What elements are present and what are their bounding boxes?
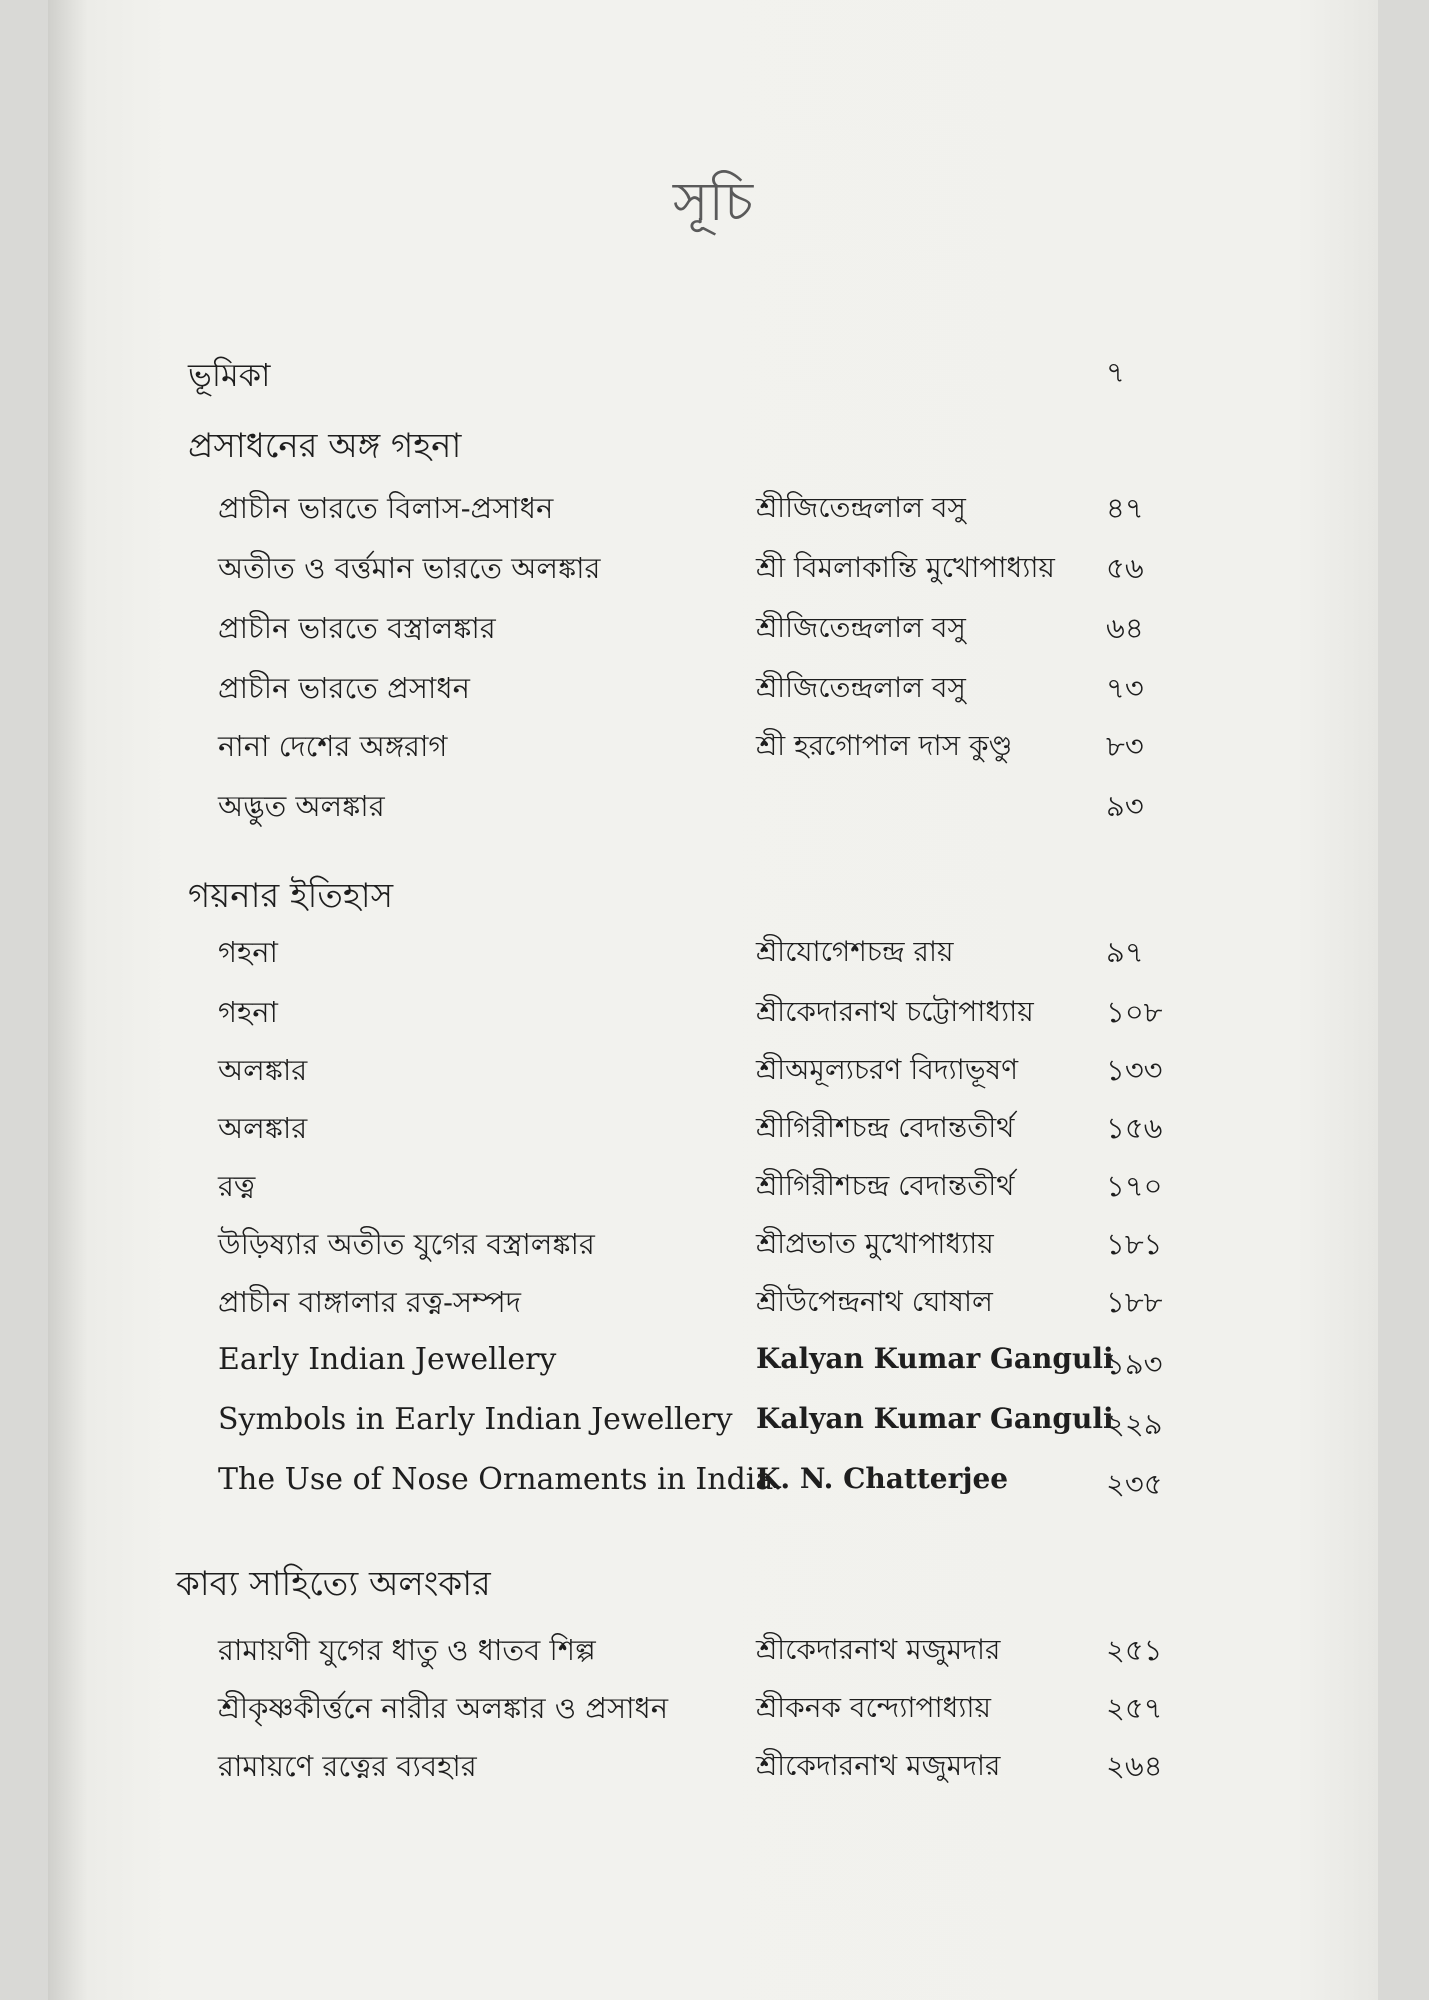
entry-page: ৫৬ [1106, 551, 1144, 585]
entry-title: অলঙ্কার [218, 1111, 308, 1145]
entry-author: শ্রীপ্রভাত মুখোপাধ্যায় [756, 1227, 994, 1260]
toc-entry [48, 1106, 1378, 1158]
entry-author: শ্রীউপেন্দ্রনাথ ঘোষাল [756, 1285, 993, 1318]
entry-page: ২৩৫ [1106, 1467, 1163, 1501]
entry-author: শ্রী বিমলাকান্তি মুখোপাধ্যায় [756, 551, 1055, 584]
toc-entry [48, 1744, 1378, 1796]
entry-title: রত্ন [218, 1169, 256, 1203]
entry-title: ভূমিকা [188, 356, 271, 394]
entry-title: The Use of Nose Ornaments in India. [218, 1462, 783, 1497]
entry-page: ১৭০ [1106, 1169, 1163, 1203]
toc-entry-preface [48, 350, 1378, 402]
entry-page: ১০৮ [1106, 995, 1163, 1029]
toc-entry [48, 930, 1378, 982]
entry-author: শ্রীগিরীশচন্দ্র বেদান্ততীর্থ [756, 1169, 1015, 1202]
page-title: সূচি [672, 170, 754, 233]
entry-author: শ্রীজিতেন্দ্রলাল বসু [756, 611, 966, 644]
toc-entry [48, 990, 1378, 1042]
entry-title: প্রাচীন বাঙ্গালার রত্ন-সম্পদ [218, 1285, 521, 1319]
toc-entry [48, 1462, 1378, 1514]
entry-author: শ্রীযোগেশচন্দ্র রায় [756, 935, 954, 968]
toc-entry [48, 546, 1378, 598]
entry-page: ৭৩ [1106, 671, 1144, 705]
entry-page: ৯৭ [1106, 935, 1144, 969]
entry-author: শ্রীকনক বন্দ্যোপাধ্যায় [756, 1691, 992, 1724]
toc-entry [48, 486, 1378, 538]
entry-title: শ্রীকৃষ্ণকীর্ত্তনে নারীর অলঙ্কার ও প্রসাধন [218, 1691, 669, 1725]
toc-entry [48, 1280, 1378, 1332]
entry-page: ৭ [1106, 355, 1125, 389]
entry-page: ২৫১ [1106, 1633, 1163, 1667]
entry-author: শ্রীগিরীশচন্দ্র বেদান্ততীর্থ [756, 1111, 1015, 1144]
entry-title: গহনা [218, 935, 278, 969]
entry-page: ২২৯ [1106, 1407, 1163, 1441]
entry-title: প্রাচীন ভারতে বস্ত্রালঙ্কার [218, 611, 496, 645]
entry-author: শ্রী হরগোপাল দাস কুণ্ডু [756, 729, 1013, 762]
entry-page: ১৩৩ [1106, 1053, 1163, 1087]
entry-page: ৯৩ [1106, 789, 1144, 823]
entry-title: রামায়ণী যুগের ধাতু ও ধাতব শিল্প [218, 1633, 596, 1667]
entry-author: শ্রীকেদারনাথ মজুমদার [756, 1749, 1001, 1782]
entry-page: ৪৭ [1106, 491, 1144, 525]
entry-title: Symbols in Early Indian Jewellery [218, 1402, 733, 1437]
entry-page: ১৯৩ [1106, 1347, 1163, 1381]
entry-title: অলঙ্কার [218, 1053, 308, 1087]
toc-entry [48, 606, 1378, 658]
entry-author: Kalyan Kumar Ganguli [756, 1342, 1114, 1375]
entry-page: ৮৩ [1106, 729, 1144, 763]
toc-entry [48, 1686, 1378, 1738]
toc-entry [48, 1048, 1378, 1100]
entry-author: Kalyan Kumar Ganguli [756, 1402, 1114, 1435]
entry-title: উড়িষ্যার অতীত যুগের বস্ত্রালঙ্কার [218, 1227, 595, 1261]
entry-page: ২৬৪ [1106, 1749, 1163, 1783]
toc-entry [48, 784, 1378, 836]
toc-entry [48, 1628, 1378, 1680]
entry-title: রামায়ণে রত্নের ব্যবহার [218, 1749, 477, 1783]
entry-author: শ্রীঅমূল্যচরণ বিদ্যাভূষণ [756, 1053, 1019, 1086]
entry-page: ১৮৮ [1106, 1285, 1163, 1319]
section-heading: গয়নার ইতিহাস [188, 876, 394, 916]
entry-title: প্রাচীন ভারতে বিলাস-প্রসাধন [218, 491, 554, 525]
toc-entry [48, 1402, 1378, 1454]
entry-title: Early Indian Jewellery [218, 1342, 557, 1377]
entry-author: শ্রীকেদারনাথ মজুমদার [756, 1633, 1001, 1666]
entry-title: নানা দেশের অঙ্গরাগ [218, 729, 448, 763]
entry-author: শ্রীজিতেন্দ্রলাল বসু [756, 671, 966, 704]
toc-entry [48, 1164, 1378, 1216]
toc-entry [48, 666, 1378, 718]
entry-title: গহনা [218, 995, 278, 1029]
entry-page: ৬৪ [1106, 611, 1144, 645]
section-heading: প্রসাধনের অঙ্গ গহনা [188, 426, 462, 466]
toc-entry [48, 1222, 1378, 1274]
entry-author: K. N. Chatterjee [756, 1462, 1009, 1495]
entry-title: প্রাচীন ভারতে প্রসাধন [218, 671, 470, 705]
toc-entry [48, 1342, 1378, 1394]
entry-author: শ্রীকেদারনাথ চট্টোপাধ্যায় [756, 995, 1034, 1028]
toc-entry [48, 724, 1378, 776]
book-page [48, 0, 1378, 2000]
entry-page: ১৫৬ [1106, 1111, 1163, 1145]
entry-author: শ্রীজিতেন্দ্রলাল বসু [756, 491, 966, 524]
entry-page: ২৫৭ [1106, 1691, 1163, 1725]
section-heading: কাব্য সাহিত্যে অলংকার [176, 1564, 491, 1604]
entry-page: ১৮১ [1106, 1227, 1163, 1261]
entry-title: অদ্ভুত অলঙ্কার [218, 789, 385, 823]
entry-title: অতীত ও বর্ত্তমান ভারতে অলঙ্কার [218, 551, 601, 585]
